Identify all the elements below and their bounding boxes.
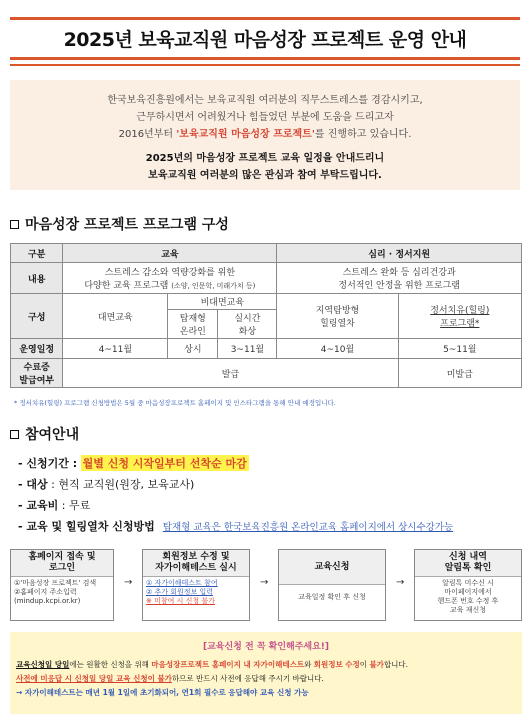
step-notification-body-2: 마이페이지에서 [444, 588, 492, 596]
fee-value: : 무료 [61, 498, 91, 512]
notice-line-2 [16, 672, 516, 686]
intro-line-1: 한국보육진흥원에서는 보육교직원 여러분의 직무스트레스를 경감시키고, [107, 95, 423, 106]
page-title: 2025년 보육교직원 마음성장 프로젝트 운영 안내 [63, 29, 467, 51]
step-notification-body-3: 핸드폰 번호 수정 후 [437, 597, 499, 605]
col-education: 교육 [63, 244, 277, 263]
heal-content-1: 스트레스 완화 등 심리건강과 [342, 268, 456, 278]
program-section-label: 마음성장 프로젝트 프로그램 구성 [25, 217, 229, 233]
healing-program-b: 프로그램* [440, 319, 480, 329]
step-member-body-1[interactable]: ① 자가이해테스트 참여 [146, 579, 218, 587]
intro-line-2: 근무하시면서 어려웠거나 힘들었던 부분에 도움을 드리고자 [136, 112, 394, 123]
arrow-right-icon: → [396, 577, 405, 588]
notice-l1-red1: 마음성장프로젝트 홈페이지 내 자가이해테스트 [151, 660, 305, 669]
participation-section-label: 참여안내 [25, 427, 80, 443]
intro-line-3 [10, 126, 520, 143]
fee-label: - 교육비 [18, 498, 59, 512]
step-login-body [11, 577, 113, 608]
target-value: : 현직 교직원(원장, 보육교사) [51, 477, 195, 491]
row-label-structure: 구성 [11, 294, 63, 339]
intro-bold [10, 150, 520, 184]
online-sub2-a: 실시간 [234, 314, 261, 324]
healing-train-cell [277, 294, 398, 339]
healing-train-b: 힐링열차 [320, 319, 355, 329]
arrow-right-icon: → [260, 577, 269, 588]
sched-program: 5~11월 [398, 339, 521, 359]
sched-online2: 3~11월 [218, 339, 277, 359]
step-login-title-b: 로그인 [48, 563, 76, 573]
notice-line-3: → 자가이해테스트는 매년 1월 1일에 초기화되어, 연1회 필수로 응답해야 교육 신청 가능 [16, 688, 309, 697]
target-label: - 대상 [18, 477, 48, 491]
period-label: - 신청기간 : [18, 456, 78, 470]
step-notification-body-1: 알림톡 미수신 시 [442, 579, 494, 587]
notice-l1-red2: 회원정보 수정 [313, 660, 360, 669]
table-row-content [11, 263, 522, 294]
intro-bold-1: 2025년의 마음성장 프로젝트 교육 일정을 안내드리니 [145, 153, 385, 164]
step-login-body-1: ①'마음성장 프로젝트' 검색 [14, 579, 97, 587]
step-notification [414, 549, 522, 621]
intro-line-3-end: 를 진행하고 있습니다. [314, 129, 412, 140]
step-member-body [143, 577, 249, 608]
intro-year: 2016년부터 [118, 129, 174, 140]
sched-online1: 상시 [168, 339, 218, 359]
step-login [10, 549, 114, 621]
method-label: - 교육 및 힐링열차 신청방법 [18, 519, 155, 533]
step-notification-title [415, 550, 521, 577]
step-notification-title-b: 알림톡 확인 [444, 563, 492, 573]
col-category: 구분 [11, 244, 63, 263]
title-divider [10, 64, 520, 66]
notice-l2-a: 하므로 반드시 사전에 응답해 주시기 바랍니다. [171, 674, 324, 683]
step-login-title [11, 550, 113, 577]
cert-label-a: 수료증 [23, 363, 50, 373]
online-sub1-cell [168, 310, 218, 339]
edu-content-small: (소양, 인문학, 미래가치 등) [171, 282, 256, 290]
title-banner [10, 17, 520, 60]
notice-l1-b: 와 [304, 660, 314, 669]
online-sub2-b: 화상 [238, 327, 257, 337]
edu-content-cell [63, 263, 277, 294]
step-notification-body-4: 교육 재신청 [449, 606, 487, 614]
method-link[interactable]: 탑재형 교육은 한국보육진흥원 온라인교육 홈페이지에서 상시수강가능 [162, 521, 454, 533]
healing-train-a: 지역탐방형 [315, 306, 360, 316]
program-note: * 정서치유(힐링) 프로그램 신청방법은 5월 중 마음성장프로젝트 홈페이지 및 인스타그램을 통해 안내 예정입니다. [14, 399, 336, 407]
info-period [18, 452, 453, 473]
edu-content-2: 다양한 교육 프로그램 [84, 281, 169, 291]
heal-content-cell [277, 263, 522, 294]
intro-box [10, 80, 520, 190]
online-sub2-cell [218, 310, 277, 339]
info-target [18, 473, 453, 494]
heal-content-2: 정서적인 안정을 위한 프로그램 [338, 281, 460, 291]
step-login-body-3: (mindup.kcpi.or.kr) [14, 597, 81, 605]
step-member-title-a: 회원정보 수정 및 [162, 552, 230, 562]
program-section-title [10, 214, 229, 234]
table-header-row [11, 244, 522, 263]
step-apply-body: 교육일정 확인 후 신청 [298, 593, 366, 601]
table-row-certificate [11, 359, 522, 388]
notice-l1-a: 에는 원활한 신청을 위해 [69, 660, 152, 669]
notice-l1-underline: 교육신청일 당일 [16, 660, 70, 669]
cert-label-b: 발급여부 [19, 376, 55, 386]
step-member-title [143, 550, 249, 577]
intro-project-name: '보육교직원 마음성장 프로젝트' [176, 129, 315, 140]
participation-section-title [10, 424, 79, 444]
row-label-content: 내용 [11, 263, 63, 294]
cert-issued: 발급 [63, 359, 398, 388]
sched-offline: 4~11월 [63, 339, 168, 359]
arrow-right-icon: → [124, 577, 133, 588]
step-login-body-2: ②홈페이지 주소입력 [14, 588, 77, 596]
cert-not-issued: 미발급 [398, 359, 521, 388]
step-apply [278, 549, 386, 621]
healing-program-cell [398, 294, 521, 339]
step-member-body-2[interactable]: ② 추가 회원정보 입력 [146, 588, 214, 596]
program-table [10, 243, 522, 388]
period-value: 월별 신청 시작일부터 선착순 마감 [82, 456, 247, 470]
step-notification-body [415, 577, 521, 617]
col-healing: 심리 · 정서지원 [277, 244, 522, 263]
row-label-certificate [11, 359, 63, 388]
info-fee [18, 494, 453, 515]
step-member-title-b: 자가이해테스트 실시 [155, 563, 237, 573]
intro-bold-2: 보육교직원 여러분의 많은 관심과 참여 부탁드립니다. [148, 170, 382, 181]
step-login-title-a: 홈페이지 접속 및 [28, 552, 96, 562]
square-bullet-icon [10, 430, 19, 439]
step-notification-title-a: 신청 내역 [449, 552, 487, 562]
row-label-schedule: 운영일정 [11, 339, 63, 359]
participation-info [18, 452, 453, 536]
step-member-info [142, 549, 250, 621]
offline-cell: 대면교육 [63, 294, 168, 339]
notice-line-1 [16, 658, 516, 672]
online-sub1-a: 탑재형 [179, 314, 206, 324]
notice-l1-d: 합니다. [383, 660, 409, 669]
application-steps [10, 549, 522, 621]
step-apply-title: 교육신청 [279, 550, 385, 585]
table-row-structure-top [11, 294, 522, 310]
sched-train: 4~10월 [277, 339, 398, 359]
table-row-schedule [11, 339, 522, 359]
notice-l2-red: 사전에 미응답 시 신청일 당일 교육 신청이 불가 [16, 674, 172, 683]
notice-box [10, 632, 522, 714]
square-bullet-icon [10, 220, 19, 229]
edu-content-2-wrap [65, 278, 274, 291]
healing-program-a: 정서치유(힐링) [430, 306, 490, 316]
notice-l1-red3: 불가 [369, 660, 384, 669]
step-member-body-3: ※ 미참여 시 신청 불가 [146, 597, 215, 605]
notice-title: [교육신청 전 꼭 확인해주세요!] [202, 642, 330, 652]
edu-content-1: 스트레스 감소와 역량강화를 위한 [104, 268, 236, 278]
online-sub1-b: 온라인 [179, 327, 206, 337]
notice-l1-c: 이 [359, 660, 370, 669]
info-method [18, 515, 453, 536]
online-cell: 비대면교육 [168, 294, 277, 310]
